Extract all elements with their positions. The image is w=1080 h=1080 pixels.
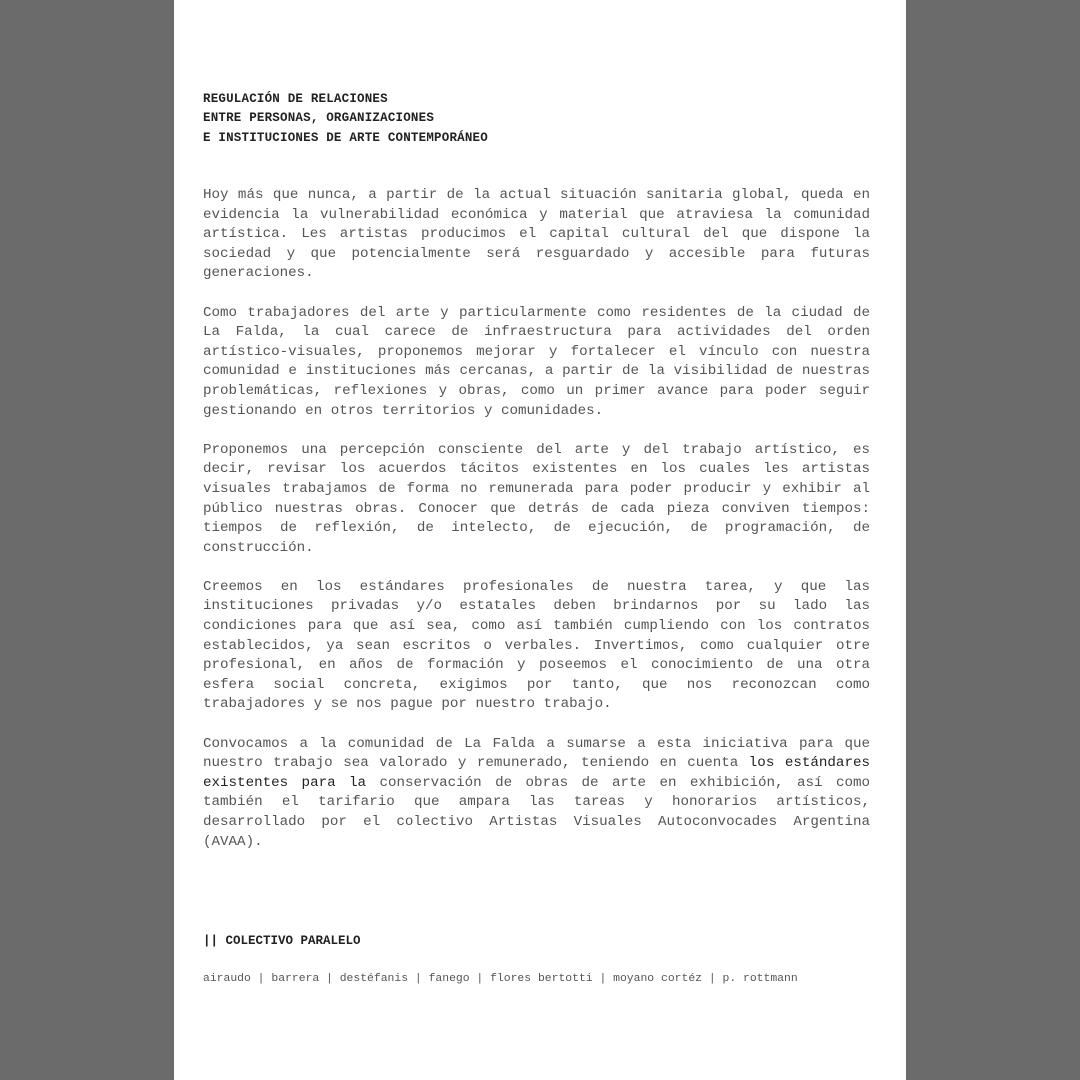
paragraph-1: Hoy más que nunca, a partir de la actual situación sanitaria global, queda en evidencia la vulnerabilidad económica y material que atraviesa la comunidad artística. Les artistas producimos el capital cultural del que dispone la sociedad y que potencialmente será resguardado y accesible para futuras generaciones. xyxy=(203,187,870,282)
collective-heading: || COLECTIVO PARALELO xyxy=(203,934,361,948)
paragraph-4: Creemos en los estándares profesionales de nuestra tarea, y que las instituciones privadas y/o estatales deben brindarnos por su lado las condiciones para que así sea, como así también cumpliendo con los contratos establecidos, ya sean escritos o verbales. Invertimos, como cualquier otre profesional, en años de formación y poseemos el conocimiento de una otra esfera social concreta, exigimos por tanto, que nos reconozcan como trabajadores y se nos pague por nuestro trabajo. xyxy=(203,578,870,713)
paragraph-5 xyxy=(203,735,870,853)
document-page xyxy=(174,0,906,1080)
paragraph-2: Como trabajadores del arte y particularmente como residentes de la ciudad de La Falda, la cual carece de infraestructura para actividades del orden artístico-visuales, proponemos mejorar y fortalecer el vínculo con nuestra comunidad e instituciones más cercanas, a partir de la visibilidad de nuestras problemáticas, reflexiones y obras, como un primer avance para poder seguir gestionando en otros territorios y comunidades. xyxy=(203,304,870,419)
document-title: REGULACIÓN DE RELACIONES ENTRE PERSONAS, ORGANIZACIONES E INSTITUCIONES DE ARTE CONTEMPORÁNEO xyxy=(203,92,488,145)
member-names: airaudo | barrera | destéfanis | fanego | flores bertotti | moyano cortéz | p. rottmann xyxy=(203,973,798,985)
paragraph-5-emphasis: los estándares existentes para la xyxy=(203,755,870,791)
paragraph-3: Proponemos una percepción consciente del arte y del trabajo artístico, es decir, revisar los acuerdos tácitos existentes en los cuales les artistas visuales trabajamos de forma no remunerada para poder producir y exhibir al público nuestras obras. Conocer que detrás de cada pieza conviven tiempos: tiempos de reflexión, de intelecto, de ejecución, de programación, de construcción. xyxy=(203,441,870,556)
paragraph-5-text-end: conservación de obras de arte en exhibición, así como también el tarifario que ampara las tareas y honorarios artísticos, desarrollado por el colectivo Artistas Visuales Autoconvocades Argentina (AVAA). xyxy=(203,774,871,850)
paragraph-5-text-start: Convocamos a la comunidad de La Falda a sumarse a esta iniciativa para que nuestro trabajo sea valorado y remunerado, teniendo en cuenta xyxy=(203,735,870,772)
document-body xyxy=(203,186,870,872)
